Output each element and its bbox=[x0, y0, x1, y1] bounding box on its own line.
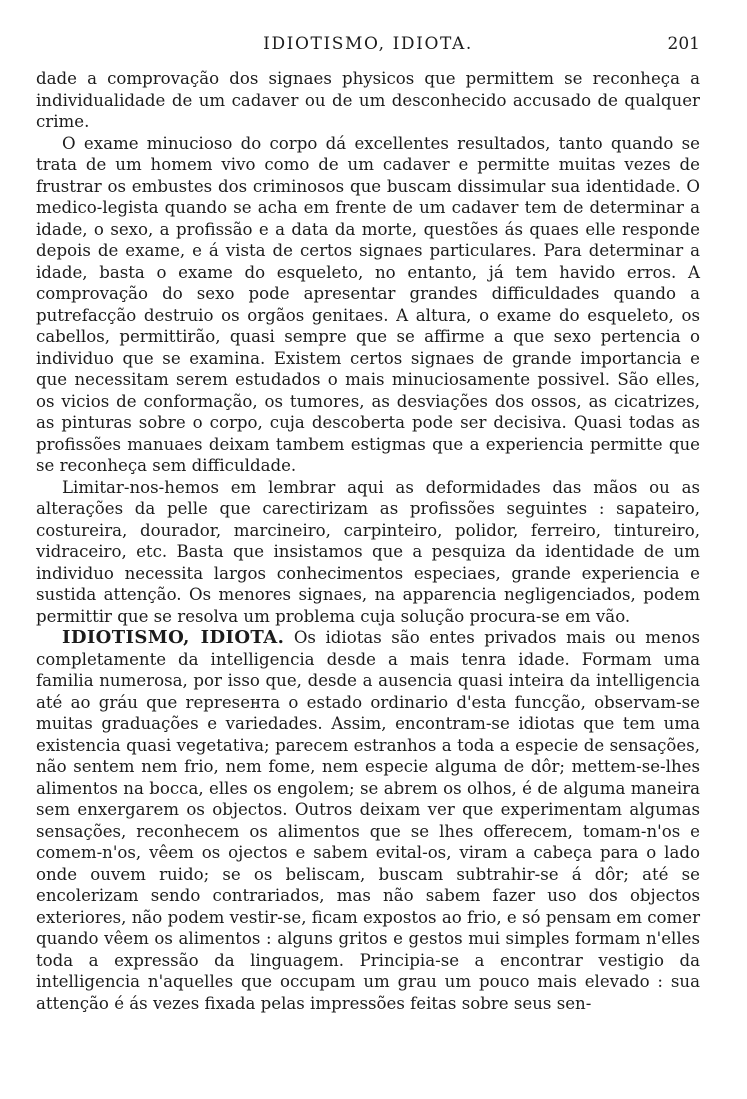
book-page bbox=[36, 34, 700, 1014]
paragraph-idiotismo-entry bbox=[36, 627, 700, 1014]
running-title: IDIOTISMO, IDIOTA. bbox=[263, 34, 473, 54]
page-number: 201 bbox=[667, 34, 700, 54]
running-header bbox=[36, 34, 700, 60]
paragraph-exame-minucioso: O exame minucioso do corpo dá excellentes resultados, tanto quando se trata de um homem vivo como de um cadaver e permitte muitas vezes de frustrar os embustes dos criminosos que buscam dissimular sua identidade. O medico-legista quando se acha em frente de um cadaver tem de determinar a idade, o sexo, a profissão e a data da morte, questões ás quaes elle responde depois de exame, e á vista de certos signaes particulares. Para determinar a idade, basta o exame do esqueleto, no entanto, já tem havido erros. A comprovação do sexo pode apresentar grandes difficuldades quando a putrefacção destruio os orgãos genitaes. A altura, o exame do esqueleto, os cabellos, permittirão, quasi sempre que se affirme a que sexo pertencia o individuo que se examina. Existem certos signaes de grande importancia e que necessitam serem estudados o mais minuciosamente possivel. São elles, os vicios de conformação, os tumores, as desviações dos ossos, as cicatrizes, as pinturas sobre o corpo, cuja descoberta pode ser decisiva. Quasi todas as profissões manuaes deixam tambem estigmas que a experiencia permitte que se reconheça sem difficuldade. bbox=[36, 133, 700, 475]
entry-heading: IDIOTISMO, IDIOTA. bbox=[62, 627, 285, 648]
entry-text: Os idiotas são entes privados mais ou menos completamente da intelligencia desde a mais tenra idade. Formam uma familia numerosa, por isso que, desde a ausencia quasi inteira da intelligencia até ao gráu que represента o estado ordinario d'esta funcção, observam-se muitas graduações e variedades. Assim, encontram-se idiotas que tem uma existencia quasi vegetativa; parecem estranhos a toda a especie de sensações, não sentem nem frio, nem fome, nem especie alguma de dôr; mettem-se-lhes alimentos na bocca, elles os engolem; se abrem os olhos, é de alguma maneira sem enxergarem os objectos. Outros deixam ver que experimentam algumas sensações, reconhecem os alimentos que se lhes offerecem, tomam-n'os e comem-n'os, vêem os ojectos e sabem evital-os, viram a cabeça para o lado onde ouvem ruido; se os beliscam, buscam subtrahir-se á dôr; até se encolerizam sendo contrariados, mas não sabem fazer uso dos objectos exteriores, não podem vestir-se, ficam expostos ao frio, e só pensam em comer quando vêem os alimentos : alguns gritos e gestos mui simples formam n'elles toda a expressão da linguagem. Principia-se a encontrar vestigio da intelligencia n'aquelles que occupam um grau um pouco mais elevado : sua attenção é ás vezes fixada pelas impressões feitas sobre seus sen- bbox=[36, 628, 701, 1013]
paragraph-continuation: dade a comprovação dos signaes physicos que permittem se reconheça a individualidade de um cadaver ou de um desconhecido accusado de qualquer crime. bbox=[36, 69, 700, 131]
paragraph-profissoes: Limitar-nos-hemos em lembrar aqui as deformidades das mãos ou as alterações da pelle que carectirizam as profissões seguintes : sapateiro, costureira, dourador, marcineiro, carpinteiro, polidor, ferreiro, tintureiro, vidraceiro, etc. Basta que insistamos que a pesquiza da identidade de um individuo necessita largos conhecimentos especiaes, grande experiencia e sustida attenção. Os menores signaes, na apparencia negligenciados, podem permittir que se resolva um problema cuja solução procura-se em vão. bbox=[36, 477, 700, 626]
